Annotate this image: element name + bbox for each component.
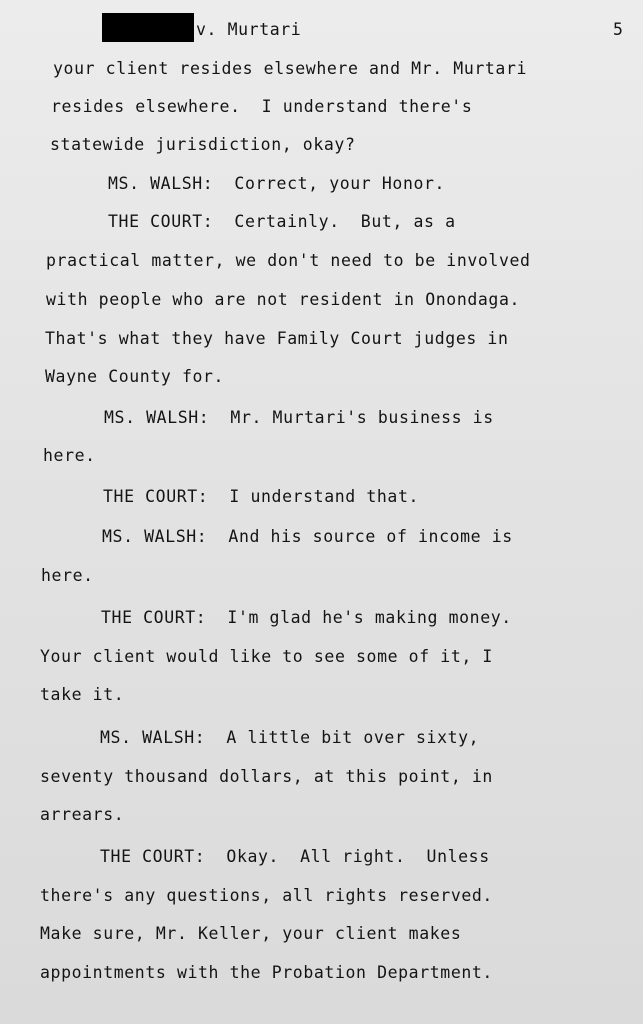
transcript-line: resides elsewhere. I understand there's [51,97,473,116]
transcript-line: Your client would like to see some of it, I [40,647,493,666]
transcript-line: That's what they have Family Court judges in [45,329,509,348]
transcript-line: with people who are not resident in Onondaga. [46,290,521,309]
transcript-line: appointments with the Probation Department. [40,963,493,982]
transcript-line: practical matter, we don't need to be involved [46,251,531,270]
transcript-line: your client resides elsewhere and Mr. Murtari [53,59,528,78]
transcript-line: arrears. [40,805,125,824]
speaker-line: MS. WALSH: And his source of income is [102,527,513,546]
transcript-line: take it. [40,685,125,704]
transcript-line: seventy thousand dollars, at this point, in [40,767,493,786]
transcript-line: Make sure, Mr. Keller, your client makes [40,924,462,943]
speaker-line: THE COURT: I understand that. [103,487,420,506]
speaker-line: THE COURT: Okay. All right. Unless [100,847,490,866]
case-caption: v. Murtari [196,20,302,39]
page-number: 5 [613,20,624,39]
transcript-line: statewide jurisdiction, okay? [50,135,356,154]
transcript-line: here. [43,446,96,465]
speaker-line: MS. WALSH: Correct, your Honor. [108,174,446,193]
speaker-line: MS. WALSH: A little bit over sixty, [100,728,480,747]
speaker-line: MS. WALSH: Mr. Murtari's business is [104,408,494,427]
speaker-line: THE COURT: Certainly. But, as a [108,212,456,231]
transcript-line: Wayne County for. [45,367,225,386]
transcript-line: here. [41,566,94,585]
transcript-line: there's any questions, all rights reserved. [40,886,493,905]
speaker-line: THE COURT: I'm glad he's making money. [101,608,512,627]
redacted-name-block [102,13,194,42]
